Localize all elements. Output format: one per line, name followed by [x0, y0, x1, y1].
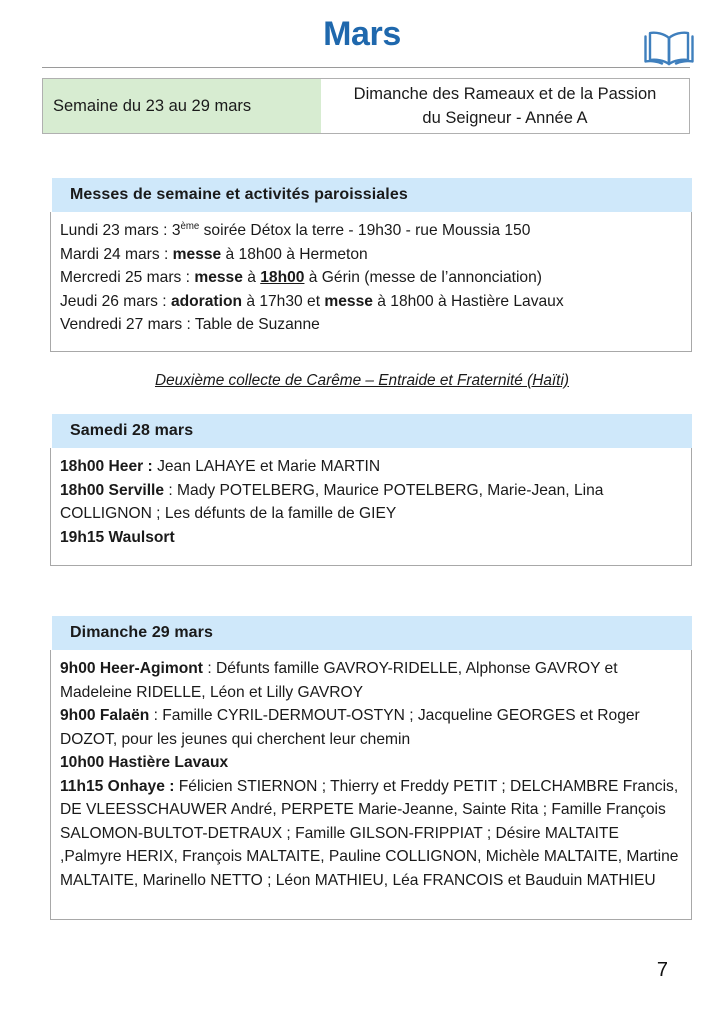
sunday-falaen-names: : Famille CYRIL-DERMOUT-OSTYN ; Jacqueline GEORGES et Roger DOZOT, pour les jeunes qui cherchent leur chemin [60, 707, 640, 748]
saturday-entry-serville [60, 479, 683, 526]
monday-text-suffix: soirée Détox la terre - 19h30 - rue Moussia 150 [199, 222, 531, 239]
thursday-bold-2: messe [324, 292, 373, 310]
sunday-falaen-label: 9h00 Falaën [60, 707, 150, 724]
wednesday-part-3: à Gérin (messe de l’annonciation) [304, 269, 542, 286]
wednesday-part-2: à [242, 269, 261, 286]
open-book-icon [640, 27, 698, 69]
thursday-part-1: Jeudi 26 mars : [60, 292, 171, 310]
lent-collection-notice: Deuxième collecte de Carême – Entraide et Fraternité (Haïti) [154, 372, 569, 389]
sunday-entry-heer-agimont [60, 657, 683, 704]
thursday-part-3: à 18h00 à Hastière Lavaux [372, 292, 564, 310]
week-header-table [42, 78, 690, 134]
page-title: Mars [323, 15, 401, 53]
monday-ordinal-suffix: ème [180, 220, 200, 232]
sunday-heer-agimont-names: : Défunts famille GAVROY-RIDELLE, Alphonse GAVROY et Madeleine RIDELLE, Léon et Lilly GAVROY [60, 660, 618, 701]
wednesday-bold-1: messe [194, 269, 243, 286]
sunday-onhaye-names: Félicien STIERNON ; Thierry et Freddy PETIT ; DELCHAMBRE Francis, DE VLEESSCHAUWER André, PERPETE Marie-Jeanne, Sainte Rita ; Famille François SALOMON-BULTOT-DETRAUX ; Famille GILSON-FRIPPIAT ; Désire MALTAITE ,Palmyre HERIX, François MALTAITE, Pauline COLLIGNON, Michèle MALTAITE, Martine MALTAITE, Marinello NETTO ; Léon MATHIEU, Léa FRANCOIS et Bauduin MATHIEU [60, 777, 679, 889]
saturday-heer-label: 18h00 Heer : [60, 458, 153, 475]
sunday-entry-hastiere-lavaux [60, 751, 683, 775]
weekday-entry-wednesday [60, 266, 683, 290]
saturday-heading: Samedi 28 mars [52, 414, 692, 448]
tuesday-part-2: à 18h00 à Hermeton [221, 245, 368, 263]
weekday-entry-monday [60, 219, 683, 243]
feast-line-2: du Seigneur - Année A [422, 109, 588, 127]
sunday-heading: Dimanche 29 mars [52, 616, 692, 650]
sunday-hastiere-lavaux-label: 10h00 Hastière Lavaux [60, 754, 229, 771]
saturday-serville-names: : Mady POTELBERG, Maurice POTELBERG, Marie-Jean, Lina COLLIGNON ; Les défunts de la famille de GIEY [60, 481, 604, 522]
sunday-onhaye-label: 11h15 Onhaye : [60, 777, 175, 795]
sunday-entry-falaen [60, 704, 683, 751]
wednesday-underlined-time: 18h00 [260, 269, 305, 286]
feast-line-1: Dimanche des Rameaux et de la Passion [353, 85, 657, 103]
sunday-entry-onhaye [60, 775, 683, 893]
friday-part-1: Vendredi 27 mars : Table de Suzanne [60, 316, 320, 333]
weekday-entry-friday [60, 313, 683, 337]
tuesday-bold-1: messe [172, 245, 222, 263]
saturday-waulsort-label: 19h15 Waulsort [60, 528, 175, 546]
week-range-label: Semaine du 23 au 29 mars [53, 97, 252, 115]
title-row [0, 12, 724, 68]
monday-text-prefix: Lundi 23 mars : 3 [60, 222, 181, 239]
saturday-serville-label: 18h00 Serville [60, 481, 165, 499]
week-range-cell [43, 79, 321, 133]
weekday-entry-tuesday [60, 243, 683, 267]
thursday-part-2: à 17h30 et [242, 292, 325, 310]
saturday-entry-heer [60, 455, 683, 479]
saturday-entry-waulsort [60, 526, 683, 550]
sunday-body [50, 650, 692, 920]
page-number: 7 [656, 959, 668, 981]
thursday-bold-1: adoration [170, 292, 242, 310]
feast-cell [321, 79, 689, 133]
weekday-masses-body [50, 212, 692, 352]
weekday-masses-section [50, 178, 692, 352]
saturday-heer-names: Jean LAHAYE et Marie MARTIN [152, 458, 381, 475]
sunday-heer-agimont-label: 9h00 Heer-Agimont [60, 660, 203, 677]
weekday-masses-heading: Messes de semaine et activités paroissiales [52, 178, 692, 212]
wednesday-part-1: Mercredi 25 mars : [60, 269, 195, 286]
sunday-section [50, 616, 692, 920]
tuesday-part-1: Mardi 24 mars : [60, 245, 173, 263]
saturday-section [50, 414, 692, 566]
saturday-body [50, 448, 692, 566]
title-divider [42, 67, 690, 68]
weekday-entry-thursday [60, 290, 683, 314]
